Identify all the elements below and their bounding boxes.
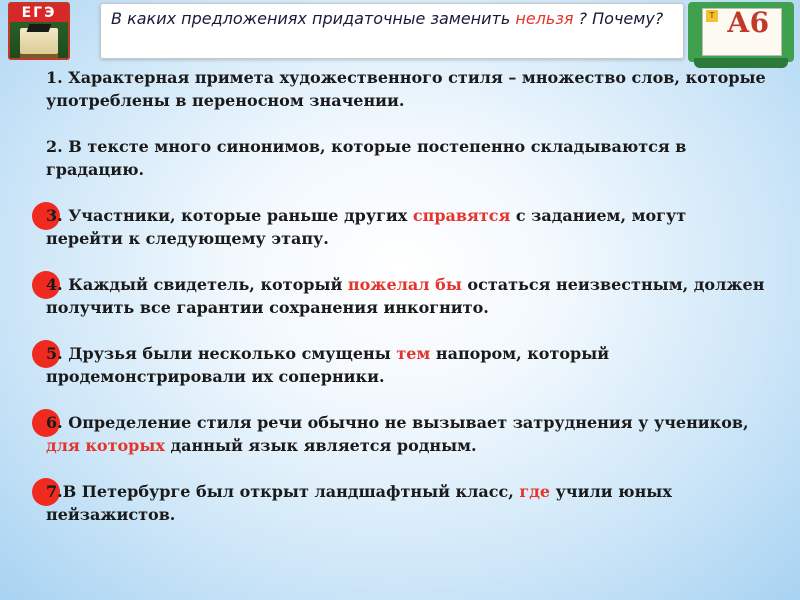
list-item-5 [46, 342, 766, 388]
item-text: 3. Участники, которые раньше других [46, 206, 413, 225]
sentence-list [46, 66, 766, 549]
item-text: 7.В Петербурге был открыт ландшафтный класс, [46, 482, 520, 501]
item-text: 5. Друзья были несколько смущены [46, 344, 397, 363]
question-box [100, 3, 684, 59]
ege-logo [8, 2, 70, 60]
item-text: данный язык является родным. [164, 436, 477, 455]
item-highlight: тем [396, 344, 431, 363]
item-highlight: справятся [412, 206, 511, 225]
badge-small-tag: Т [706, 10, 718, 22]
list-item-2 [46, 135, 766, 181]
question-accent: нельзя [515, 9, 574, 28]
item-text: остаться неизвестным, должен получить все гарантии сохранения инкогнито. [46, 275, 765, 317]
item-text: с заданием, могут перейти к следующему этапу. [46, 206, 687, 248]
item-text: 2. В тексте много синонимов, которые постепенно складываются в градацию. [46, 137, 687, 179]
item-text: 4. Каждый свидетель, который [46, 275, 348, 294]
item-highlight: где [519, 482, 551, 501]
graduation-cap-icon [27, 24, 52, 32]
question-text-before: В каких предложениях придаточные заменить [111, 9, 516, 28]
task-label: А6 [726, 6, 770, 39]
question-text-after: ? Почему? [573, 9, 664, 28]
item-highlight: для которых [46, 436, 165, 455]
item-text: 6. Определение стиля речи обычно не вызывает затруднения у учеников, [46, 413, 749, 432]
list-item-4 [46, 273, 766, 319]
item-text: учили юных пейзажистов. [46, 482, 672, 524]
list-item-1 [46, 66, 766, 112]
list-item-6 [46, 411, 766, 457]
list-item-7 [46, 480, 766, 526]
item-text: напором, который продемонстрировали их соперники. [46, 344, 610, 386]
list-item-3 [46, 204, 766, 250]
task-badge [688, 2, 794, 72]
logo-text: ЕГЭ [10, 4, 68, 22]
item-text: 1. Характерная примета художественного стиля – множество слов, которые употреблены в переносном значении. [46, 68, 766, 110]
book-icon [20, 28, 58, 58]
item-highlight: пожелал бы [347, 275, 462, 294]
